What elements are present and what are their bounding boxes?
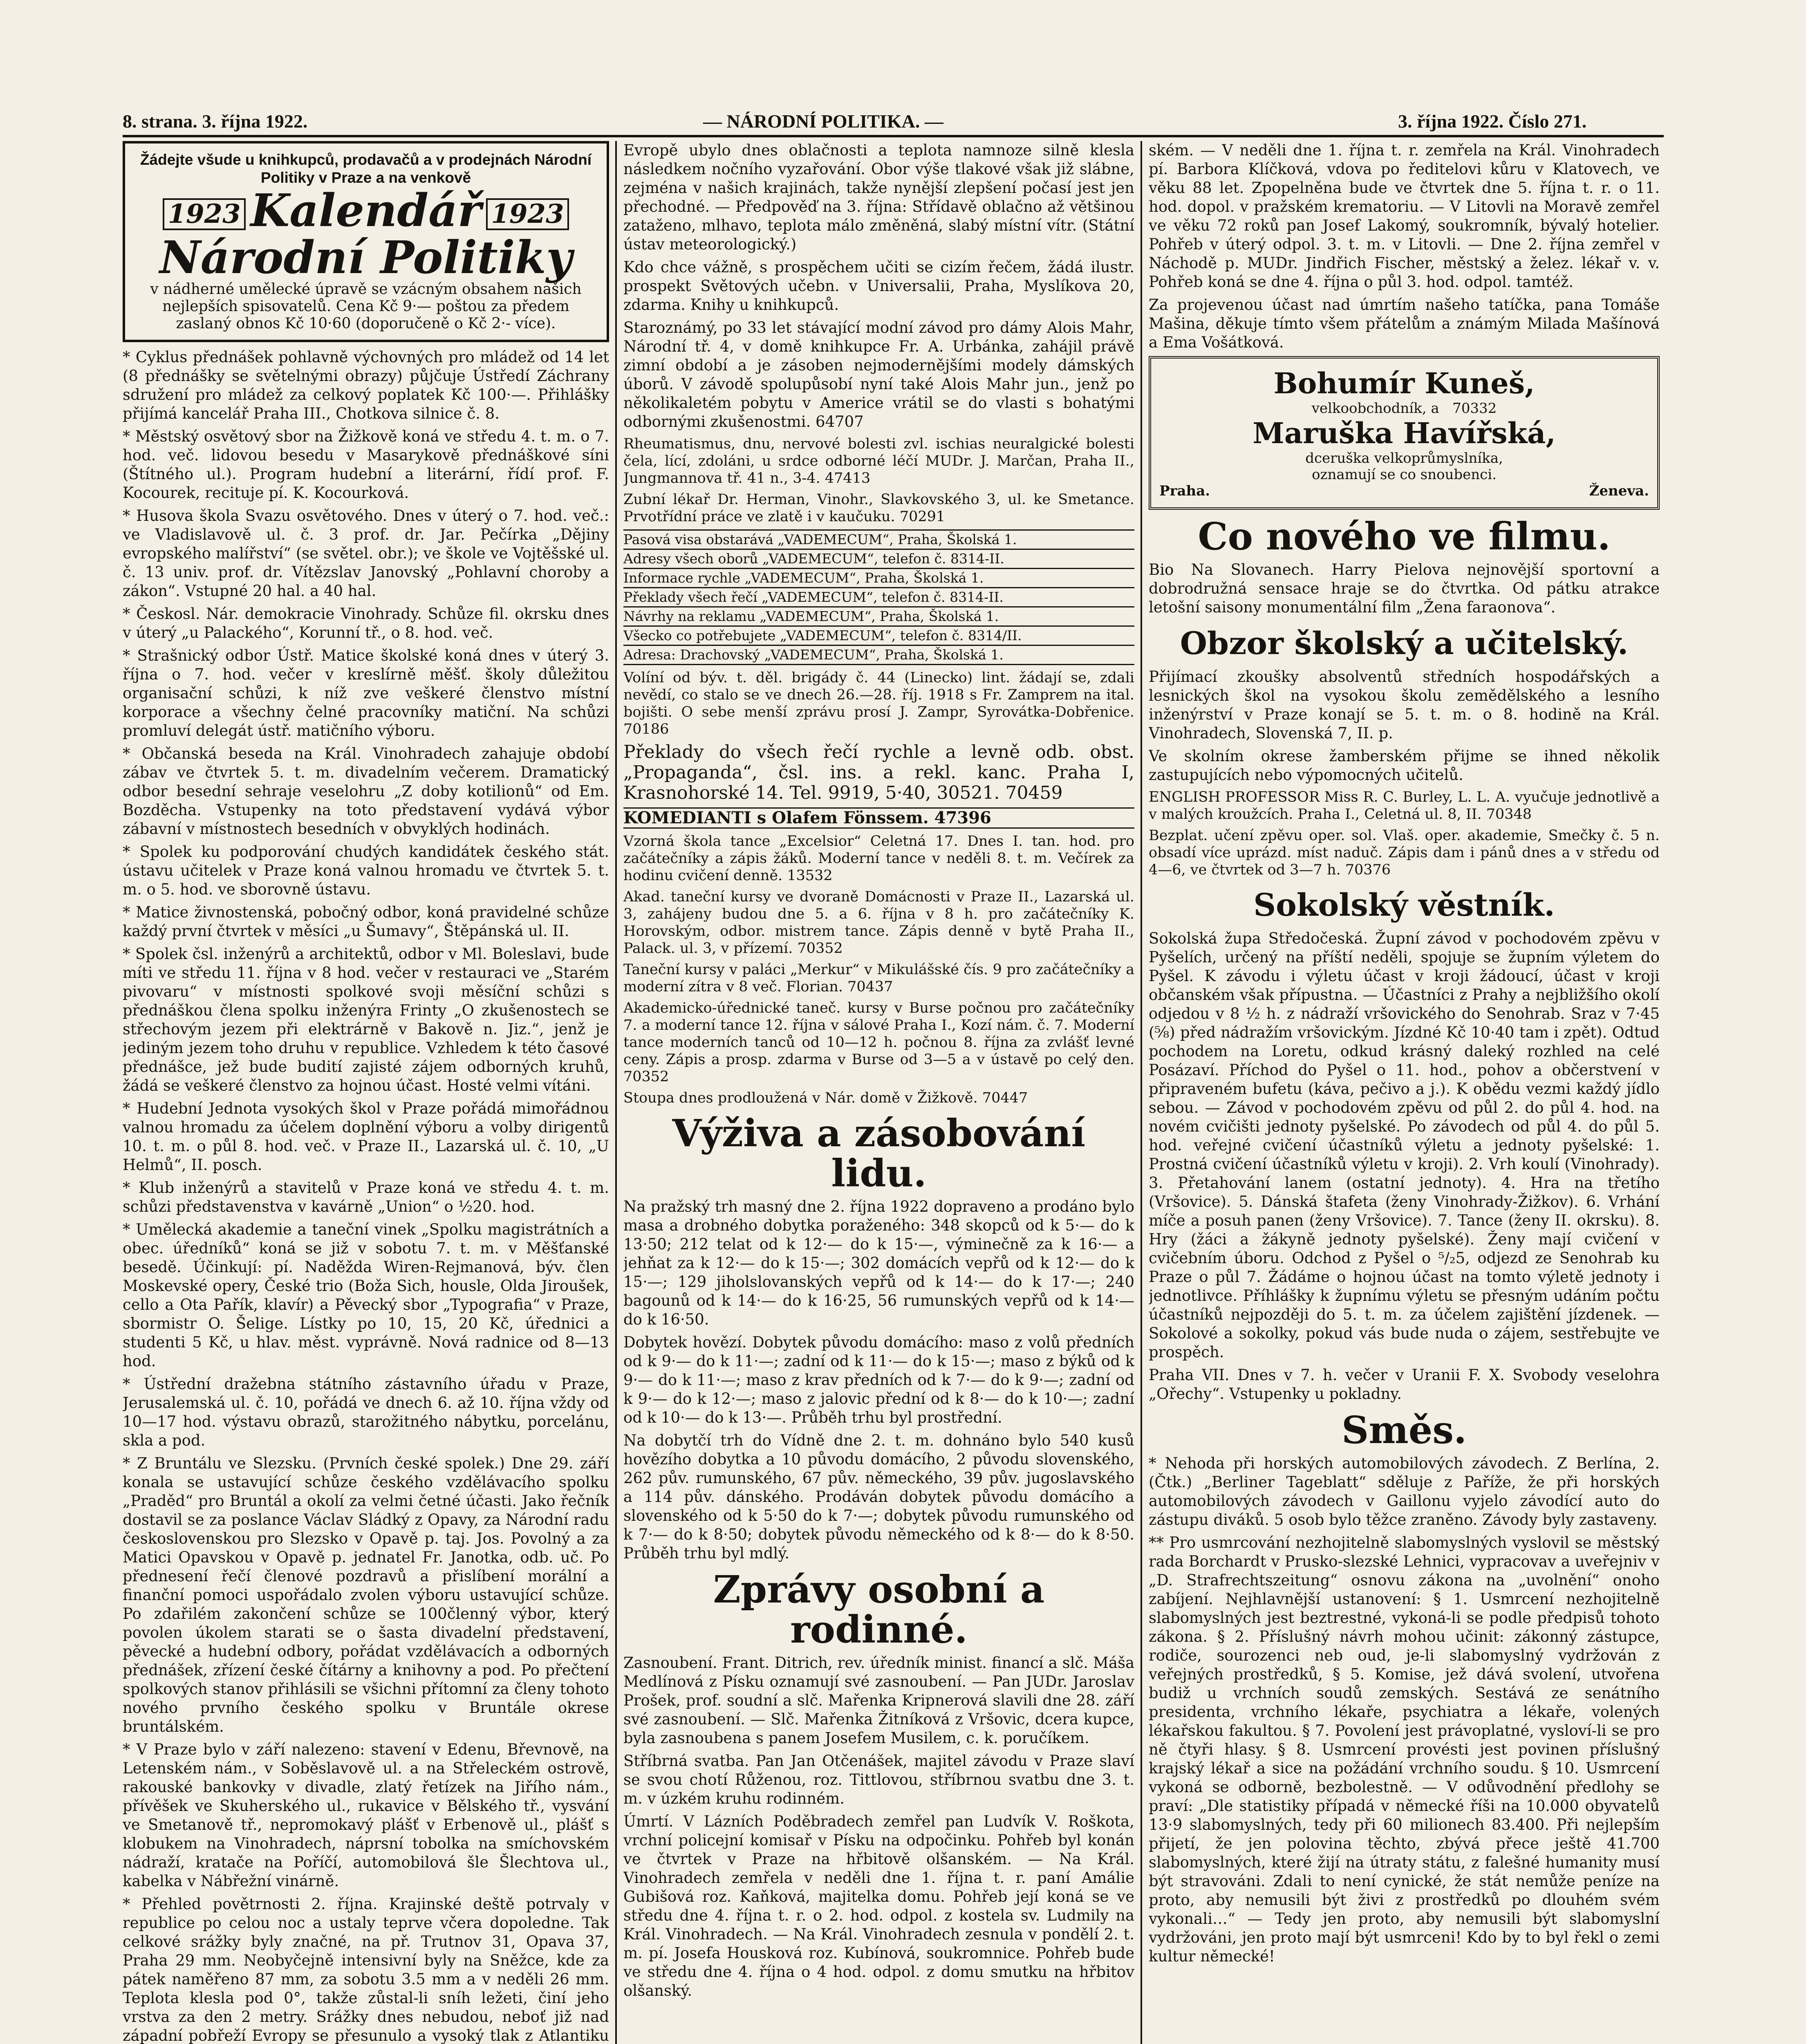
engagement-line: oznamují se co snoubenci. [1312,466,1497,483]
article-paragraph: * Nehoda při horských automobilových závodech. Z Berlína, 2. (Čtk.) „Berliner Tageblatt“ sděluje z Paříže, že při horských automobilových závodech v Gaillonu vyjelo závodící auto do zástupu diváků. 5 osob bylo těžce zraněno. Závody byly zastaveny. [1149,1455,1660,1529]
article-paragraph: * Cyklus přednášek pohlavně výchovných pro mládež od 14 let (8 přednášky se světelnými obrazy) půjčuje Ústředí Záchrany sdružení pro mládež za celkový poplatek Kč 100·—. Přihlášky přijímá kancelář Praha III., Chotkova silnice č. 8. [123,348,609,422]
column-2 [623,141,1134,2044]
classified-ad: Akad. taneční kursy ve dvoraně Domácnosti v Praze II., Lazarská ul. 3, zahájeny budou dne 5. a 6. října v 8 h. pro začátečníky K. Horovským, odbor. mistrem tance. Zápis denně v bytě Praha II., Palack. ul. 3, v přízemí. 70352 [623,889,1134,957]
article-paragraph: * Přehled povětrnosti 2. října. Krajinské deště potrvaly v republice po celou noc a ustaly teprve včera dopoledne. Tak celkové srážky byly značné, na př. Trutnov 31, Opava 37, Praha 29 mm. Neobyčejně intensivní byly na Sněžce, kde za pátek naměřeno 87 mm, za sobotu 3.5 mm a v neděli 26 mm. Teplota klesla pod 0°, takže zůstal-li sníh ležeti, činí jeho vrstva za den 2 metry. Srážky dnes nebudou, neboť již nad západní pobřeží Evropy se přesunulo a vysoký tlak z Atlantiku [123,1895,609,2044]
article-paragraph: ** Pro usmrcování nezhojitelně slabomyslných vyslovil se městský rada Borchardt v Prusko-slezské Lehnici, vypracovav a uveřejniv v „D. Strafrechtszeitung“ osnovu zákona na „uvolnění“ onoho zabíjení. Nejhlavnější ustanovení: § 1. Usmrcení nezhojitelně slabomyslných jest beztrestné, vykoná-li se podle předpisů tohoto zákona. § 2. Příslušný návrh mohou učinit: zákonný zástupce, rodiče, sourozenci neb oud, je-li slabomyslný vydržován z veřejných prostředků, § 5. Komise, jež dává svolení, utvořena budiž u vrchních soudů zemských. Sestává ze senátního presidenta, vrchního lékaře, psychiatra a lékaře, volených lékařskou fakultou. § 7. Povolení jest právoplatné, vysloví-li se pro ně čtyři hlasy. § 8. Usmrcení provésti jest povinen příslušný krajský lékař a sice na požádání vrchního soudu. § 10. Usmrcení vykoná se odborně, bezbolestně. — V odůvodnění předlohy se praví: „Dle statistiky případá v německé říši na 10.000 obyvatelů 13·9 slabomyslných, tedy při 60 milionech 83.400. Při nejlepším přijetí, že jen polovina těchto, zbývá přece ještě 41.700 slabomyslných, které žijí na útraty státu, z falešné humanity musí být stravováni. Zdali to není cynické, že stát nemůže peníze na proto, aby nemusili být živi z prostředků po dlouhém svém vykonali…“ — Tedy jen proto, aby nemusili být slabomyslní vydržováni, jen proto mají být usmrceni! Kdo by to byl řekl o zemi kultur německé! [1149,1534,1660,1965]
classified-ad: Bezplat. učení zpěvu oper. sol. Vlaš. oper. akademie, Smečky č. 5 n. obsadí více uprázd. míst naduč. Zápis dam i pánů dnes a v středu od 4—6, ve čtvrtek od 3—7 h. 70376 [1149,827,1660,878]
article-paragraph: Evropě ubylo dnes oblačnosti a teplota namnoze silně klesla následkem nočního vyzařování. Obor výše tlakové však již slábne, zejména v našich krajinách, takže nynější zlepšení počasí jest jen přechodné. — Předpověď na 3. října: Střídavě oblačno až většinou zataženo, mlhavo, teplota málo změněná, slabý místní vítr. (Státní ústav meteorologický.) [623,141,1134,253]
kalendar-ad-title [133,184,598,237]
article-paragraph: * Hudební Jednota vysokých škol v Praze pořádá mimořádnou valnou hromadu za účelem doplnění výboru a volby dirigentů 10. t. m. o půl 8. hod. več. v Praze II., Lazarská ul. č. 10, „U Helmů“, II. posch. [123,1100,609,1174]
vademecum-line: Informace rychle „VADEMECUM“, Praha, Školská 1. [623,569,1134,588]
classified-ad: Kdo chce vážně, s prospěchem učiti se cizím řečem, žádá ilustr. prospekt Světových učebn. v Universalii, Praha, Myslíkova 20, zdarma. Knihy u knihkupců. [623,258,1134,314]
classified-ad: Rheumatismus, dnu, nervové bolesti zvl. ischias neuralgické bolesti čela, lící, zdoláni, u srdce odborné léčí MUDr. J. Marčan, Praha II., Jungmannova tř. 41 n., 3-4. 47413 [623,436,1134,486]
groom-name: Bohumír Kuneš, [1273,366,1535,400]
article-paragraph: * Umělecká akademie a taneční vinek „Spolku magistrátních a obec. úředníků“ koná se již v sobotu 7. t. m. v Měšťanské besedě. Účinkují: pí. Naděžda Wiren-Rejmanová, býv. člen Moskevské opery, České trio (Boža Sich, housle, Olda Jiroušek, cello a Ota Pařík, klavír) a Pěvecký sbor „Typografia“ v Praze, sbormistr O. Šelige. Lístky po 10, 15, 20 Kč, úřednici a studenti 5 Kč, u hlav. měst. vyprávně. Nová radnice od 8—13 hod. [123,1221,609,1370]
classified-ad: Akademicko-úřednické taneč. kursy v Burse počnou pro začátečníky 7. a moderní tance 12. října v sálové Praha I., Kozí nám. č. 7. Moderní tance moderních tanců od 10—12 h. počnou 8. října za zvlášť levné ceny. Zápis a prosp. zdarma v Burse od 3—5 a v ústavě po celý den. 70352 [623,1000,1134,1085]
kalendar-body: v nádherné umělecké úpravě se vzácným obsahem našich nejlepších spisovatelů. Cena Kč 9·— poštou za předem zaslaný obnos Kč 10·60 (doporučeně o Kč 2·- více). [150,281,582,332]
column-divider [1141,141,1142,2044]
kalendar-ad-top: Žádejte všude u knihkupců, prodavačů a v prodejnách Národní Politiky v Praze a na venkově [140,151,592,186]
article-paragraph: Na dobytčí trh do Vídně dne 2. t. m. dohnáno bylo 540 kusů hovězího dobytka a 10 původu domácího, 2 původu slovenského, 262 pův. rumunského, 67 pův. německého, 39 pův. jugoslavského a 114 pův. dánského. Prodáván dobytek původu domácího a slovenského od k 5·50 do k 7·—; dobytek původu rumunského od k 7·— do k 8·50; dobytek původu německého od k 8·— do k 8·50. Průběh trhu byl mdlý. [623,1432,1134,1562]
classified-ad: Volíní od býv. t. děl. brigády č. 44 (Linecko) lint. žádají se, zdali nevědí, co stalo se ve dnech 26.—28. říj. 1918 s Fr. Zamprem na ital. bojišti. O sebe menší zprávu prosí J. Zampr, Syrovátka-Dobřenice. 70186 [623,670,1134,737]
article-paragraph: Stříbrná svatba. Pan Jan Otčenášek, majitel závodu v Praze slaví se svou chotí Růženou, roz. Tittlovou, stříbrnou svatbu dne 3. t. m. v úzkém kruhu rodinném. [623,1752,1134,1807]
kalendar-year-left: 1923 [163,198,245,230]
article-paragraph: Ve skolním okrese žamberském přijme se ihned několik zastupujících nebo výpomocných učitelů. [1149,747,1660,784]
article-paragraph: * Spolek ku podporování chudých kandidátek českého stát. ústavu učitelek v Praze koná valnou hromadu ve čtvrtek 5. t. m. o 5. hod. ve sborovně ústavu. [123,843,609,898]
article-paragraph: Za projevenou účast nad úmrtím našeho tatíčka, pana Tomáše Mašina, děkuje tímto všem přátelům a známým Milada Mašínová a Ema Vošátková. [1149,296,1660,351]
classified-ad: ENGLISH PROFESSOR Miss R. C. Burley, L. L. A. vyučuje jednotlivě a v malých kroužcích. Praha I., Celetná ul. 8, II. 70348 [1149,789,1660,823]
bride-name: Maruška Havířská, [1253,416,1556,450]
header-right: 3. října 1922. Číslo 271. [1398,111,1587,132]
article-paragraph: Přijímací zkoušky absolventů středních hospodářských a lesnických škol na vysokou školu zemědělského a lesního inženýrství v Praze konají se 5. t. m. o 8. hodině na Král. Vinohradech, Slovenská 7, II. p. [1149,668,1660,742]
article-paragraph: Dobytek hovězí. Dobytek původu domácího: maso z volů předních od k 9·— do k 11·—; zadní od k 11·— do k 15·—; maso z býků od k 9·— do k 11·—; maso z krav předních od k 7·— do k 9·—; zadní od k 9·— do k 12·—; maso z jalovic přední od k 8·— do k 10·—; zadní od k 10·— do k 13·—. Průběh trhu byl prostřední. [623,1334,1134,1426]
article-paragraph: Zasnoubení. Frant. Ditrich, rev. úředník minist. financí a slč. Máša Medlínová z Písku oznamují své zasnoubení. — Pan JUDr. Jaroslav Prošek, prof. soudní a slč. Mařenka Kripnerová slavili dne 28. září své zasnoubení. — Slč. Mařenka Žitníková z Vršovic, dcera kupce, byla zasnoubena s panem Josefem Musilem, c. k. poručíkem. [623,1654,1134,1747]
article-paragraph: * V Praze bylo v září nalezeno: stavení v Edenu, Břevnově, na Letenském nám., v Soběslavově ul. a na Střeleckém ostrově, rakouské bankovky v divadle, zlatý řetízek na Jiřího nám., přívěšek ve Skuherského ul., rukavice v Bělského tř., vysvání ve Smetanově tř., nepromokavý plášť v Erbenově ul., plášť s klobukem na Vinohradech, náprsní tobolka na smíchovském nádraží, kratače na Poříčí, automobilová šle Šlechtova ul., kabelka v Nábřežní vinárně. [123,1741,609,1890]
classified-ad: Překlady do všech řečí rychle a levně odb. obst. „Propaganda“, čsl. ins. a rekl. kanc. Praha I, Krasnohorské 14. Tel. 9919, 5·40, 30521. 70459 [623,742,1134,803]
vademecum-line: Adresy všech oborů „VADEMECUM“, telefon č. 8314-II. [623,550,1134,569]
kalendar-title-2: Národní Politiky [159,231,572,284]
section-title-sokol: Sokolský věstník. [1253,887,1555,923]
page-header [123,102,1672,135]
classified-ad: KOMEDIANTI s Olafem Fönssem. 47396 [623,807,1134,829]
ad-code: 70332 [1452,400,1497,417]
vademecum-line: Všecko co potřebujete „VADEMECUM“, telefon č. 8314/II. [623,627,1134,646]
bride-title: dceruška velkoprůmyslníka, [1305,450,1503,466]
vademecum-line: Pasová visa obstarává „VADEMECUM“, Praha, Školská 1. [623,531,1134,550]
section-title-vyziva: Výživa a zásobování lidu. [672,1111,1086,1195]
column-1 [123,141,609,2044]
section-title-zpravy: Zprávy osobní a rodinné. [713,1567,1045,1652]
column-divider [615,141,617,2044]
article-paragraph: Praha VII. Dnes v 7. h. večer v Uranii F. X. Svobody veselohra „Ořechy“. Vstupenky u pokladny. [1149,1366,1660,1403]
section-title-obzor: Obzor školský a učitelský. [1180,625,1629,661]
article-paragraph: * Husova škola Svazu osvětového. Dnes v úterý o 7. hod. več.: ve Vladislavově ul. č. 3 prof. dr. Jar. Pečírka „Dějiny evropského malířství“ (se světel. obr.); ve škole ve Vojtěšské ul. č. 13 univ. prof. dr. Vítězslav Janovský „Pohlavní choroby a zákon“. Vstupné 20 hal. a 40 hal. [123,507,609,600]
classified-ad: Staroznámý, po 33 let stávající modní závod pro dámy Alois Mahr, Národní tř. 4, v domě knihkupce Fr. A. Urbánka, zahájil právě zimní období a je zásoben nejmodernějšími modely dámských úborů. V závodě spolupůsobí nyní také Alois Mahr jun., jenž po několikaletém pobytu v Americe vrátil se do vlasti s bohatými odbornými zkušenostmi. 64707 [623,319,1134,430]
vademecum-ad-block [623,529,1134,665]
header-left: 8. strana. 3. října 1922. [123,111,308,132]
article-paragraph: Bio Na Slovanech. Harry Pielova nejnovější sportovní a dobrodružná sensace hraje se do čtvrtka. Od pátku atrakce letošní saisony monumentální film „Žena faraonova“. [1149,561,1660,616]
kalendar-ad [123,141,609,342]
kalendar-year-right: 1923 [486,198,569,230]
vademecum-line: Návrhy na reklamu „VADEMECUM“, Praha, Školská 1. [623,607,1134,627]
classified-ad: Taneční kursy v paláci „Merkur“ v Mikulášské čís. 9 pro začátečníky a moderní zítra v 8 več. Florian. 70437 [623,961,1134,995]
engagement-cities: Praha. Ženeva. [1159,483,1649,499]
article-paragraph: * Strašnický odbor Ústř. Matice školské koná dnes v úterý 3. října o 7. hod. večer v kreslírně měšť. školy důležitou organisační schůzi, k níž zve veškeré členstvo místní korporace a všechny čelné pracovníky matiční. Na schůzi promluví delegát ústř. matičního výboru. [123,647,609,740]
engagement-announcement [1149,356,1660,510]
header-rule [123,135,1664,137]
article-paragraph: ském. — V neděli dne 1. října t. r. zemřela na Král. Vinohradech pí. Barbora Klíčková, vdova po ředitelovi kůru v Klatovech, ve věku 88 let. Zpopelněna bude ve čtvrtek dne 5. října t. r. o 11. hod. dopol. v pražském krematoriu. — V Litovli na Moravě zemřel ve věku 72 roků pan Josef Lakomý, soukromník, bývalý hotelier. Pohřeb v úterý odpol. 3. t. m. v Litovli. — Dne 2. října zemřel v Náchodě p. MUDr. Jindřich Fischer, městský a želez. lékař v. v. Pohřeb koná se dne 4. října o půl 3. hod. odpol. tamtéž. [1149,141,1660,291]
column-3 [1149,141,1660,2044]
article-paragraph: * Ústřední dražebna státního zástavního úřadu v Praze, Jerusalemská ul. č. 10, pořádá ve dnech 6. až 10. října vždy od 10—17 hod. výstavu obrazů, starožitného nábytku, porcelánu, skla a pod. [123,1375,609,1449]
article-paragraph: Úmrtí. V Lázních Poděbradech zemřel pan Ludvík V. Roškota, vrchní policejní komisař v Písku na odpočinku. Pohřeb byl konán ve čtvrtek v Praze na hřbitově olšanském. — Na Král. Vinohradech zemřela v neděli dne 1. října t. r. paní Amálie Gubišová roz. Kaňková, majitelka domu. Pohřeb její koná se ve středu dne 4. října t. r. o 2. hod. odpol. z kostela sv. Ludmily na Král. Vinohradech. — Na Král. Vinohradech zesnula v pondělí 2. t. m. pí. Josefa Housková roz. Kubínová, soukromnice. Pohřeb bude ve středu dne 4. října o 4 hod. odpol. z domu smutku na hřbitov olšanský. [623,1813,1134,1999]
header-center: — NÁRODNÍ POLITIKA. — [703,111,943,132]
classified-ad: Zubní lékař Dr. Herman, Vinohr., Slavkovského 3, ul. ke Smetance. Prvotřídní práce ve zlatě i v kaučuku. 70291 [623,491,1134,525]
article-paragraph: * Z Bruntálu ve Slezsku. (Prvních české spolek.) Dne 29. září konala se ustavující schůze českého vzdělávacího spolku „Praděd“ pro Bruntál a okolí za velmi četné účasti. Jako řečník dostavil se za poslance Václav Sládký z Opavy, za Národní radu československou pro Slezsko v Opavě p. taj. Jos. Povolný a za Matici Opavskou v Opavě p. jednatel Fr. Janotka, odb. uč. Po přednesení řečí členové pozdravů a přislíbení morální a finanční pomoci uspořádalo zvolen výboru ustavující schůze. Po zdařilém zakončení schůze se 100členný výbor, který povolen úkolem starati se o šasta divadelní představení, pěvecké a hudební odbory, pořádat vzdělávacích a odborných přednášek, zřízení české čítárny a knihovny a pod. Po přečtení spolkových stanov přihlásili se všichni přítomní za členy tohoto nového prvního českého spolku v Bruntále okrese bruntálském. [123,1455,609,1735]
article-paragraph: * Českosl. Nár. demokracie Vinohrady. Schůze fil. okrsku dnes v úterý „u Palackého“, Korunní tř., o 8. hod. več. [123,605,609,641]
article-paragraph: Sokolská župa Středočeská. Župní závod v pochodovém zpěvu v Pyšelích, určený na příští neděli, spojuje se župním výletem do Pyšel. K závodu i výletu účast v kroji žádoucí, účast v kroji občanském však přípustna. — Účastníci z Prahy a nejbližšího okolí odjedou v 8 ½ h. z nádraží vršovického do Senohrab. Sraz v 7·45 (⅝) před nádražím vršovickým. Jízdné Kč 10·40 tam i zpět). Odtud pochodem na Loretu, odkud krásný daleký rozhled na celé Posázaví. Příchod do Pyšel o 11. hod., pohov a občerstvení v připraveném bufetu (káva, pečivo a j.). K obědu vezmi každý jídlo sebou. — Závod v pochodovém zpěvu od půl 2. do půl 4. hod. na novém cvičišti jednoty pyšelské. Po závodech od půl 4. do půl 5. hod. veřejné cvičení účastníků výletu a jednoty pyšelské: 1. Prostná cvičení účastníků výletu v kroji). 2. Vrh koulí (Vinohrady). 3. Přetahování lanem (ostatní jednoty). 4. Hra na třetího (Vršovice). 5. Dánská štafeta (ženy Vinohrady-Žižkov). 6. Vrhání míče a posuh panen (ženy Vršovice). 7. Tance (ženy II. okrsku). 8. Hry (žáci a žákyně jednoty pyšelské). Ženy mají cvičení v cvičebním úboru. Odchod z Pyšel o ⁵/₂5, odjezd ze Senohrab ku Praze o půl 7. Žádáme o hojnou účast na tomto výletě jednoty i jednotlivce. Příhlášky k župnímu výletu se přesným udáním počtu účastníků nejpozději do 5. t. m. za účelem zajištění jízdenek. — Sokolové a sokolky, pokud vás bude nuda o zájem, sestřebujte ve prospěch. [1149,930,1660,1361]
section-title-smes: Směs. [1341,1408,1467,1452]
article-paragraph: * Spolek čsl. inženýrů a architektů, odbor v Ml. Boleslavi, bude míti ve středu 11. října v 8 hod. večer v restauraci ve „Starém pivovaru“ v místnosti spolkové svoji měsíční schůzi s přednáškou člena spolku inženýra Frinty „O zkušenostech se střechovým jezem při elektrárně v Bakově n. Jiz.“, jenž je jediným jezem toho druhu v republice. Vzhledem k této časové přednášce, jež bude budití zajisté zájem odborných kruhů, žádá se veškeré členstvo za hojnou účast. Hosté velmi vítáni. [123,945,609,1094]
article-paragraph: * Matice živnostenská, pobočný odbor, koná pravidelné schůze každý první čtvrtek v měsíci „u Šumavy“, Štěpánská ul. II. [123,903,609,940]
vademecum-line: Adresa: Drachovský „VADEMECUM“, Praha, Školská 1. [623,646,1134,665]
article-paragraph: Na pražský trh masný dne 2. října 1922 dopraveno a prodáno bylo masa a drobného dobytka poraženého: 348 skopců od k 5·— do k 13·50; 212 telat od k 12·— do k 15·—, výminečně za k 16·— a jehňat za k 12·— do k 15·—; 302 domácích vepřů od k 12·— do k 15·—; 129 jiholslovanských vepřů od k 14·— do k 17·—; 240 bagounů od k 14·— do k 16·25, 56 rumunských vepřů od k 14·— do k 16·50. [623,1198,1134,1328]
kalendar-title-1: Kalendář [250,184,482,237]
article-paragraph: * Klub inženýrů a stavitelů v Praze koná ve středu 4. t. m. schůzi představenstva v kavárně „Union“ o ½20. hod. [123,1179,609,1215]
article-paragraph: * Městský osvětový sbor na Žižkově koná ve středu 4. t. m. o 7. hod. več. lidovou besedu v Masarykově přednáškové síni (Štítného ul.). Program hudební a literární, řídí prof. F. Kocourek, recituje pí. K. Kocourková. [123,428,609,502]
vademecum-line: Překlady všech řečí „VADEMECUM“, telefon č. 8314-II. [623,588,1134,607]
classified-ad: Stoupa dnes prodloužená v Nár. domě v Žižkově. 70447 [623,1090,1028,1106]
section-title-film: Co nového ve filmu. [1198,514,1611,558]
groom-title: velkoobchodník, a 70332 [1311,400,1497,417]
article-paragraph: * Občanská beseda na Král. Vinohradech zahajuje období zábav ve čtvrtek 5. t. m. divadelním večerem. Dramatický odbor besední sehraje veselohru „Z doby kotilionů“ od Em. Bozděcha. Vstupenky na toto představení vydává výbor zábavní v místnostech besedních v obvyklých hodinách. [123,745,609,838]
classified-ad: Vzorná škola tance „Excelsior“ Celetná 17. Dnes I. tan. hod. pro začátečníky a zápis žáků. Moderní tance v neděli 8. t. m. Večírek za hodinu cvičení denně. 13532 [623,833,1134,884]
